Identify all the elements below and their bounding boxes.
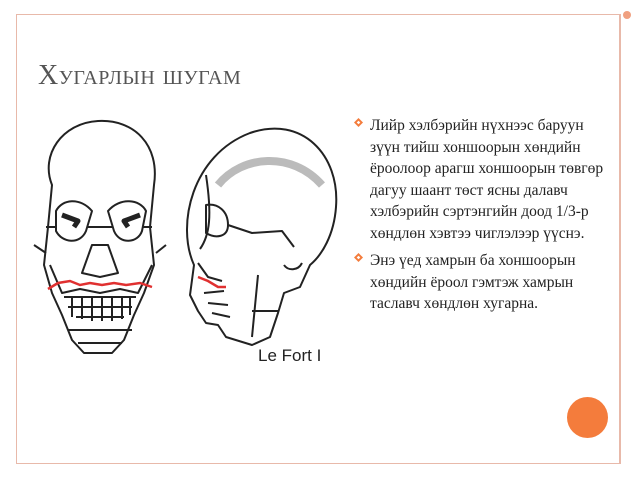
bullet-text: Лийр хэлбэрийн нүхнээс баруун зүүн тийш хоншоорын хөндийн ёроолоор арагш хоншоорын төвгөр дагуу шаант төст ясны далавч хэлбэрийн сэртэнгийн доод 1/3-р хөндлөн хэвтээ чиглэлээр үүснэ. xyxy=(370,117,604,242)
slide-title: Хугарлын шугам xyxy=(38,60,242,91)
bullet-diamond-icon xyxy=(354,253,363,262)
accent-circle xyxy=(567,397,608,438)
bullet-text: Энэ үед хамрын ба хоншоорын хөндийн ёроол гэмтэж хамрын таславч хөндлөн хугарна. xyxy=(370,252,576,312)
figure-caption: Le Fort I xyxy=(258,346,322,365)
corner-dot xyxy=(623,11,631,19)
skull-front-illustration xyxy=(34,121,166,353)
bullet-item xyxy=(354,250,614,315)
frame-right-rule xyxy=(619,14,621,464)
le-fort-figure xyxy=(22,115,338,377)
skull-side-illustration xyxy=(187,129,336,345)
bullet-diamond-icon xyxy=(354,118,363,127)
bullet-item xyxy=(354,115,614,244)
bullet-list xyxy=(354,115,614,321)
